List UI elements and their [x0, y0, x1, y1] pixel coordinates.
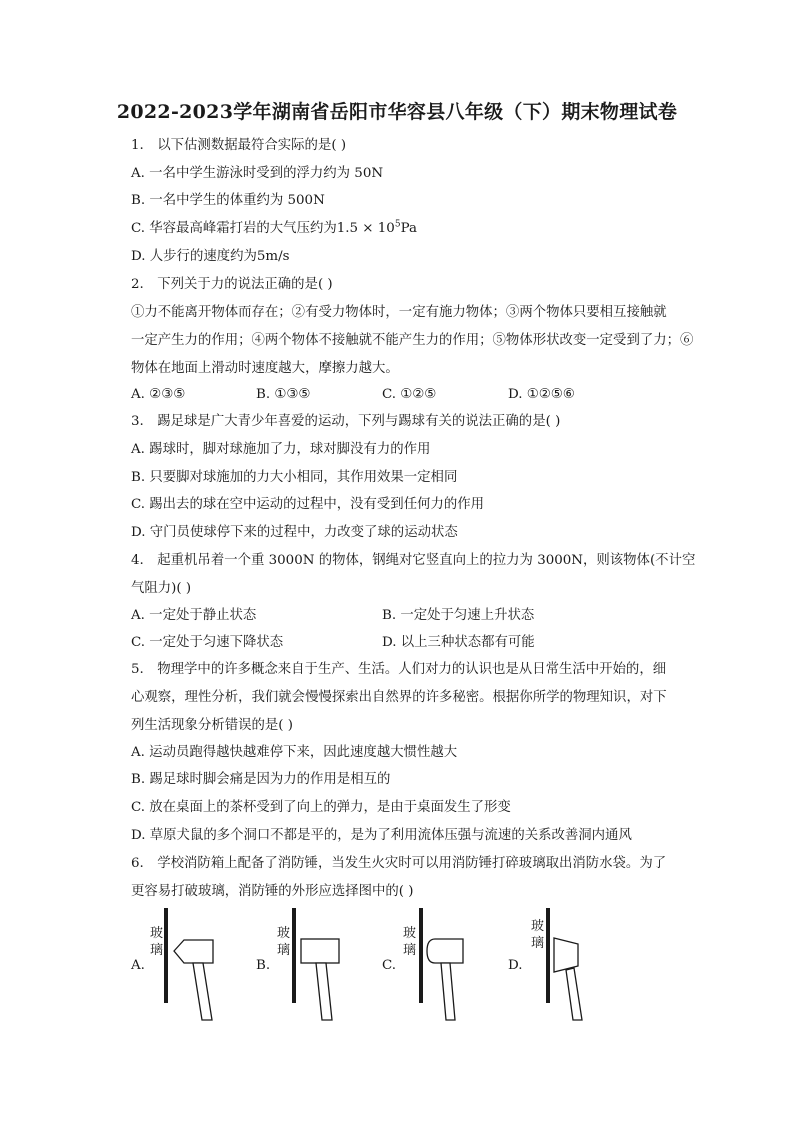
- q5-option-a: A. 运动员跑得越快越难停下来，因此速度越大惯性越大: [131, 745, 458, 760]
- question-3-stem: [131, 413, 560, 431]
- figure-b-hammer: [288, 908, 378, 1023]
- glass-char-2: 璃: [403, 943, 417, 958]
- q2-option-b: B. ①③⑤: [256, 387, 311, 402]
- question-3-number: 3.: [131, 414, 144, 429]
- question-5-number: 5.: [131, 662, 144, 677]
- q2-option-d: D. ①②⑤⑥: [508, 387, 575, 402]
- glass-char-2: 璃: [531, 936, 545, 951]
- glass-char-2: 璃: [277, 943, 291, 958]
- page-title: 2022-2023学年湖南省岳阳市华容县八年级（下）期末物理试卷: [116, 101, 678, 123]
- q1-option-c-exponent: 5: [394, 219, 401, 230]
- figure-c-label: C.: [382, 958, 397, 973]
- glass-char-1: 玻: [150, 926, 164, 941]
- glass-char-1: 玻: [277, 926, 291, 941]
- question-3-text: 踢足球是广大青少年喜爱的运动，下列与踢球有关的说法正确的是( ): [157, 414, 561, 429]
- question-2-number: 2.: [131, 277, 144, 292]
- question-5-text: 物理学中的许多概念来自于生产、生活。人们对力的认识也是从日常生活中开始的，细: [157, 662, 667, 677]
- q1-option-c-text: C. 华容最高峰霜打岩的大气压约为1.5 × 10: [131, 221, 395, 236]
- q3-option-a: A. 踢球时，脚对球施加了力，球对脚没有力的作用: [131, 442, 431, 457]
- q5-option-d: D. 草原犬鼠的多个洞口不都是平的，是为了利用流体压强与流速的关系改善洞内通风: [131, 828, 632, 843]
- question-4-text: 起重机吊着一个重 3000N 的物体，钢绳对它竖直向上的拉力为 3000N，则该物体(不计空: [157, 553, 696, 568]
- q5-option-b: B. 踢足球时脚会痛是因为力的作用是相互的: [131, 772, 391, 787]
- figure-a-label: A.: [131, 958, 145, 973]
- question-6-stem-line-2: 更容易打破玻璃，消防锤的外形应选择图中的( ): [131, 884, 414, 899]
- q4-option-b: B. 一定处于匀速上升状态: [382, 608, 535, 623]
- q1-option-c-unit: Pa: [400, 221, 417, 236]
- question-1-text: 以下估测数据最符合实际的是( ): [157, 138, 347, 153]
- question-6-stem: [131, 855, 666, 873]
- q2-statement-line-3: 物体在地面上滑动时速度越大，摩擦力越大。: [131, 361, 399, 376]
- q3-option-b: B. 只要脚对球施加的力大小相同，其作用效果一定相同: [131, 470, 458, 485]
- question-4-stem-line-2: 气阻力)( ): [131, 581, 192, 596]
- question-5-stem: [131, 661, 666, 679]
- q1-option-a: A. 一名中学生游泳时受到的浮力约为 50N: [131, 166, 384, 181]
- question-1-stem: [131, 137, 346, 155]
- question-4-stem: [131, 552, 695, 570]
- q1-option-c: [131, 220, 417, 238]
- q3-option-c: C. 踢出去的球在空中运动的过程中，没有受到任何力的作用: [131, 497, 485, 512]
- question-2-text: 下列关于力的说法正确的是( ): [157, 277, 333, 292]
- figure-b-label: B.: [256, 958, 271, 973]
- figure-a-hammer: [160, 908, 250, 1023]
- glass-char-1: 玻: [531, 919, 545, 934]
- question-1-number: 1.: [131, 138, 144, 153]
- q2-statement-line-2: 一定产生力的作用；④两个物体不接触就不能产生力的作用；⑤物体形状改变一定受到了力；⑥: [131, 333, 694, 348]
- glass-char-1: 玻: [403, 926, 417, 941]
- question-4-number: 4.: [131, 553, 144, 568]
- q2-option-a: A. ②③⑤: [131, 387, 186, 402]
- question-5-stem-line-2: 心观察，理性分析，我们就会慢慢探索出自然界的许多秘密。根据你所学的物理知识，对下: [131, 690, 667, 705]
- question-2-stem: [131, 276, 333, 294]
- question-6-number: 6.: [131, 856, 144, 871]
- question-5-stem-line-3: 列生活现象分析错误的是( ): [131, 718, 294, 733]
- q3-option-d: D. 守门员使球停下来的过程中，力改变了球的运动状态: [131, 525, 458, 540]
- glass-char-2: 璃: [150, 943, 164, 958]
- q5-option-c: C. 放在桌面上的茶杯受到了向上的弹力，是由于桌面发生了形变: [131, 800, 511, 815]
- q2-option-c: C. ①②⑤: [382, 387, 437, 402]
- figure-d-hammer: [542, 908, 632, 1023]
- q2-statement-line-1: ①力不能离开物体而存在；②有受力物体时，一定有施力物体；③两个物体只要相互接触就: [131, 305, 667, 320]
- q1-option-b: B. 一名中学生的体重约为 500N: [131, 193, 325, 208]
- question-6-text: 学校消防箱上配备了消防锤，当发生火灾时可以用消防锤打碎玻璃取出消防水袋。为了: [157, 856, 667, 871]
- q4-option-a: A. 一定处于静止状态: [131, 608, 257, 623]
- q1-option-d: D. 人步行的速度约为5m/s: [131, 249, 290, 264]
- figure-d-label: D.: [508, 958, 523, 973]
- figure-c-hammer: [415, 908, 505, 1023]
- q4-option-c: C. 一定处于匀速下降状态: [131, 635, 284, 650]
- q4-option-d: D. 以上三种状态都有可能: [382, 635, 535, 650]
